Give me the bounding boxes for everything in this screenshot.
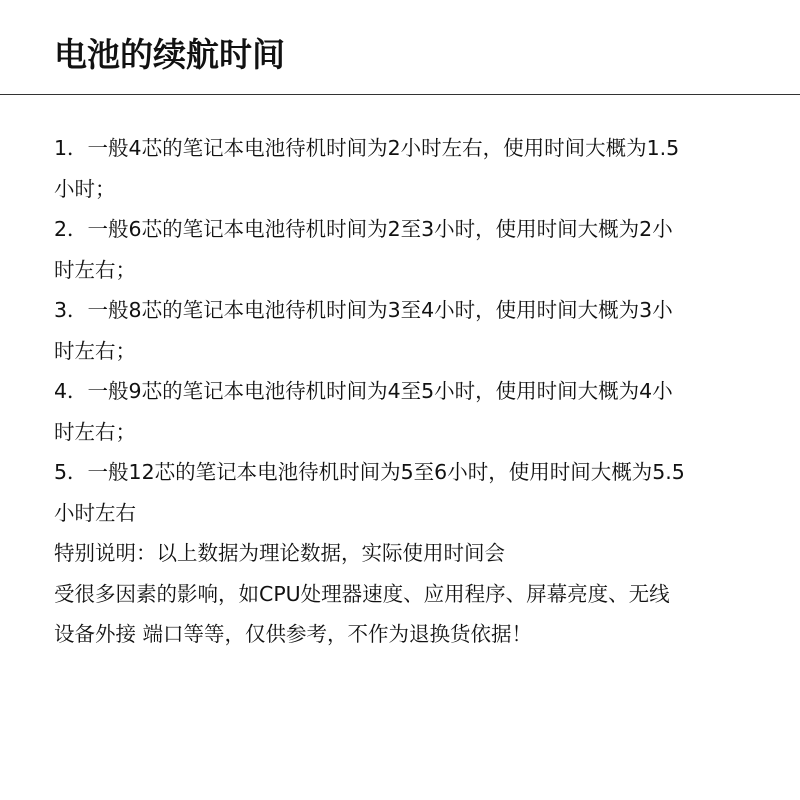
battery-info-text xyxy=(54,128,754,655)
text-line: 2．一般6芯的笔记本电池待机时间为2至3小时，使用时间大概为2小 xyxy=(54,217,673,241)
text-line: 小时左右 xyxy=(54,500,136,525)
special-note-line: 特别说明：以上数据为理论数据，实际使用时间会 xyxy=(54,541,505,565)
text-line: 时左右； xyxy=(54,257,136,282)
text-line: 1．一般4芯的笔记本电池待机时间为2小时左右，使用时间大概为1.5 xyxy=(54,136,680,160)
special-note-line: 设备外接 端口等等，仅供参考，不作为退换货依据！ xyxy=(54,622,533,646)
title-divider xyxy=(0,94,800,95)
text-line: 4．一般9芯的笔记本电池待机时间为4至5小时，使用时间大概为4小 xyxy=(54,379,673,403)
text-line: 5．一般12芯的笔记本电池待机时间为5至6小时，使用时间大概为5.5 xyxy=(54,460,685,484)
text-line: 时左右； xyxy=(54,419,136,444)
page-title: 电池的续航时间 xyxy=(54,35,285,74)
text-line: 3．一般8芯的笔记本电池待机时间为3至4小时，使用时间大概为3小 xyxy=(54,298,673,322)
text-line: 时左右； xyxy=(54,338,136,363)
special-note-line: 受很多因素的影响，如CPU处理器速度、应用程序、屏幕亮度、无线 xyxy=(54,581,670,606)
text-line: 小时； xyxy=(54,176,116,201)
